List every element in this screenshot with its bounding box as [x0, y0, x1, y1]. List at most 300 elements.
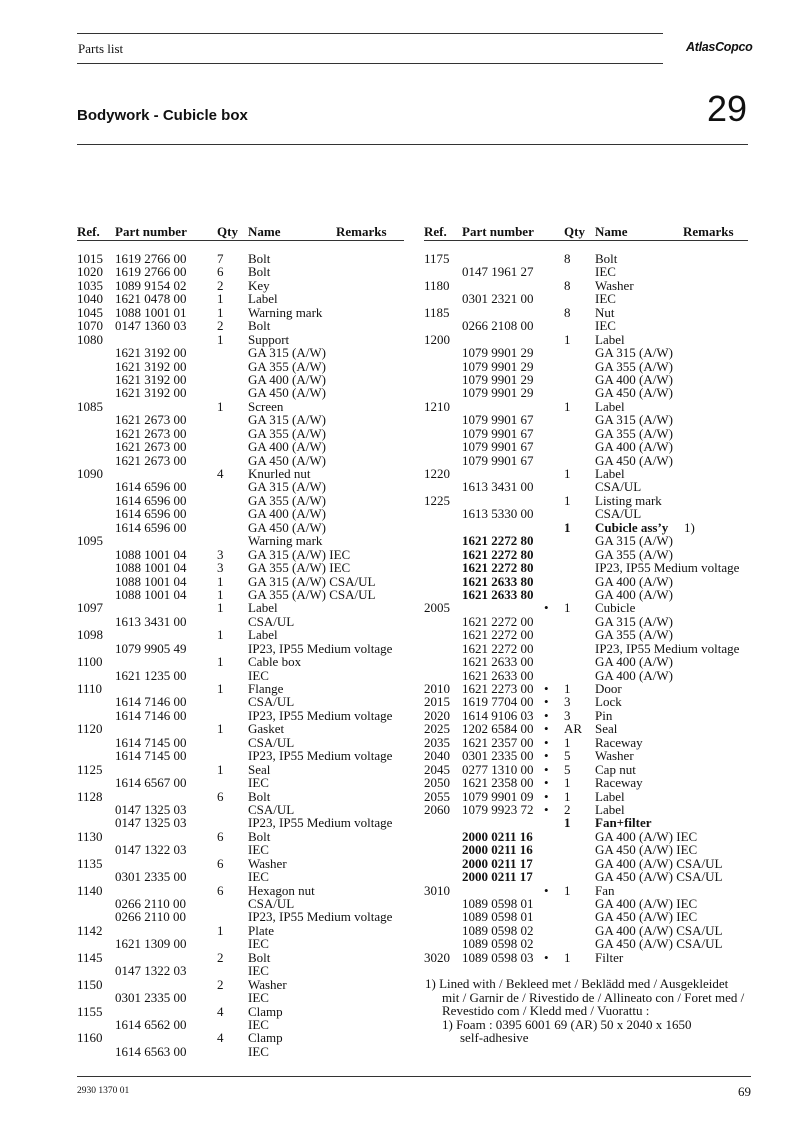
ref-cell: 1080	[77, 331, 103, 347]
name-cell: GA 355 (A/W)	[248, 425, 326, 441]
name-cell: Bolt	[248, 949, 271, 965]
part-number-cell: 1614 7146 00	[115, 694, 187, 710]
parts-row	[424, 615, 754, 628]
name-cell: Listing mark	[595, 492, 662, 508]
parts-row	[77, 1005, 407, 1018]
right-header-remarks: Remarks	[683, 224, 734, 239]
left-header-rule	[77, 240, 404, 241]
name-cell: CSA/UL	[595, 479, 642, 495]
ref-cell: 1120	[77, 721, 103, 737]
ref-cell: 1150	[77, 976, 103, 992]
name-cell: GA 400 (A/W)	[595, 371, 673, 387]
qty-cell: 1	[217, 627, 224, 643]
name-cell: Bolt	[248, 788, 271, 804]
ref-cell: 1185	[424, 304, 450, 320]
parts-row	[77, 695, 407, 708]
name-cell: IEC	[248, 667, 269, 683]
qty-cell: 1	[217, 573, 224, 589]
parts-row	[77, 373, 407, 386]
parts-row	[424, 642, 754, 655]
parts-row	[77, 561, 407, 574]
part-number-cell: 1614 7145 00	[115, 748, 187, 764]
part-number-cell: 1614 6596 00	[115, 492, 187, 508]
part-number-cell: 1621 2633 00	[462, 667, 534, 683]
name-cell: CSA/UL	[248, 734, 295, 750]
parts-row	[77, 521, 407, 534]
bullet-marker: •	[544, 721, 549, 737]
name-cell: Seal	[595, 721, 618, 737]
name-cell: Label	[595, 398, 625, 414]
part-number-cell: 1614 6562 00	[115, 1016, 187, 1032]
name-cell: GA 315 (A/W)	[595, 412, 673, 428]
parts-row	[77, 306, 407, 319]
top-rule	[77, 33, 663, 34]
part-number-cell: 0147 1322 03	[115, 963, 187, 979]
right-header-qty: Qty	[564, 224, 585, 239]
ref-cell: 1070	[77, 318, 103, 334]
parts-row	[424, 843, 754, 856]
bullet-marker: •	[544, 707, 549, 723]
name-cell: GA 400 (A/W)	[248, 371, 326, 387]
part-number-cell: 1613 5330 00	[462, 506, 534, 522]
parts-row	[77, 776, 407, 789]
name-cell: Flange	[248, 681, 284, 696]
name-cell: GA 450 (A/W) IEC	[595, 909, 698, 925]
part-number-cell: 1079 9901 29	[462, 385, 534, 401]
name-cell: Knurled nut	[248, 466, 311, 481]
qty-cell: 6	[217, 882, 224, 898]
parts-row	[77, 588, 407, 601]
name-cell: Support	[248, 331, 290, 347]
header-label: Parts list	[78, 41, 124, 56]
parts-row	[77, 1018, 407, 1031]
name-cell: IEC	[248, 936, 269, 952]
part-number-cell: 2000 0211 16	[462, 828, 533, 844]
name-cell: GA 400 (A/W)	[248, 439, 326, 455]
name-cell: Warning mark	[248, 304, 323, 320]
qty-cell: 4	[217, 1003, 224, 1019]
bullet-marker: •	[544, 761, 549, 777]
part-number-cell: 1614 7145 00	[115, 734, 187, 750]
name-cell: IEC	[248, 842, 269, 858]
name-cell: IEC	[248, 1043, 269, 1059]
part-number-cell: 0147 1961 27	[462, 264, 534, 280]
name-cell: IEC	[248, 990, 269, 1006]
qty-cell: 8	[564, 304, 571, 320]
part-number-cell: 0147 1360 03	[115, 318, 187, 334]
parts-row	[77, 494, 407, 507]
parts-row	[77, 951, 407, 964]
ref-cell: 1097	[77, 600, 103, 616]
qty-cell: 2	[217, 976, 224, 992]
name-cell: GA 450 (A/W)	[595, 452, 673, 468]
part-number-cell: 1079 9901 67	[462, 425, 534, 441]
ref-cell: 1180	[424, 277, 450, 293]
name-cell: Bolt	[248, 828, 271, 844]
bullet-marker: •	[544, 801, 549, 817]
qty-cell: 1	[564, 681, 571, 696]
parts-row	[77, 803, 407, 816]
qty-cell: 1	[217, 600, 224, 616]
qty-cell: 8	[564, 277, 571, 293]
parts-row	[424, 521, 754, 534]
ref-cell: 1220	[424, 466, 450, 481]
part-number-cell: 1621 2272 00	[462, 613, 534, 629]
name-cell: GA 315 (A/W)	[248, 479, 326, 495]
parts-row	[424, 507, 754, 520]
name-cell: IEC	[248, 963, 269, 979]
parts-row	[424, 682, 754, 695]
parts-row	[77, 427, 407, 440]
parts-row	[77, 736, 407, 749]
parts-row	[424, 601, 754, 614]
ref-cell: 2050	[424, 775, 450, 791]
qty-cell: 5	[564, 748, 571, 764]
qty-cell: 1	[217, 922, 224, 938]
part-number-cell: 1619 7704 00	[462, 694, 534, 710]
qty-cell: 2	[217, 318, 224, 334]
parts-row	[77, 790, 407, 803]
name-cell: Hexagon nut	[248, 882, 315, 898]
parts-row	[77, 722, 407, 735]
parts-row	[424, 628, 754, 641]
footnote-line: Revestido com / Kledd med / Vuorattu :	[442, 1003, 650, 1018]
ref-cell: 1210	[424, 398, 450, 414]
parts-row	[424, 588, 754, 601]
parts-row	[424, 669, 754, 682]
parts-row	[424, 346, 754, 359]
part-number-cell: 1613 3431 00	[115, 613, 187, 629]
qty-cell: 6	[217, 855, 224, 871]
parts-row	[424, 884, 754, 897]
parts-row	[77, 991, 407, 1004]
name-cell: Raceway	[595, 775, 643, 791]
part-number-cell: 1088 1001 04	[115, 573, 187, 589]
name-cell: CSA/UL	[248, 896, 295, 911]
parts-row	[77, 615, 407, 628]
left-header-qty: Qty	[217, 224, 238, 239]
qty-cell: 1	[217, 398, 224, 414]
name-cell: IP23, IP55 Medium voltage	[248, 640, 393, 656]
name-cell: Label	[248, 291, 278, 307]
parts-row	[424, 360, 754, 373]
part-number-cell: 1079 9901 29	[462, 345, 534, 361]
parts-row	[77, 252, 407, 265]
parts-row	[424, 265, 754, 278]
part-number-cell: 1613 3431 00	[462, 479, 534, 495]
right-header-rule	[424, 240, 748, 241]
part-number-cell: 1621 2673 00	[115, 439, 187, 455]
part-number-cell: 1621 2272 00	[462, 640, 534, 656]
parts-row	[77, 628, 407, 641]
name-cell: Label	[595, 788, 625, 804]
qty-cell: 5	[564, 761, 571, 777]
bullet-marker: •	[544, 775, 549, 791]
part-number-cell: 1079 9901 67	[462, 452, 534, 468]
name-cell: Bolt	[248, 251, 271, 266]
qty-cell: 1	[564, 775, 571, 791]
ref-cell: 1135	[77, 855, 103, 871]
parts-row	[424, 480, 754, 493]
part-number-cell: 0266 2110 00	[115, 909, 187, 925]
parts-row	[424, 951, 754, 964]
part-number-cell: 1089 0598 02	[462, 936, 534, 952]
footer-rule	[77, 1076, 751, 1077]
ref-cell: 1045	[77, 304, 103, 320]
parts-row	[424, 870, 754, 883]
footnote-line: 1) Lined with / Bekleed met / Beklädd med / Ausgekleidet	[425, 976, 729, 991]
qty-cell: 1	[564, 600, 571, 616]
name-cell: GA 355 (A/W)	[595, 358, 673, 374]
qty-cell: 1	[217, 586, 224, 602]
parts-row	[77, 1045, 407, 1058]
ref-cell: 1035	[77, 277, 103, 293]
part-number-cell: 1079 9901 29	[462, 358, 534, 374]
bullet-marker: •	[544, 882, 549, 898]
parts-row	[424, 776, 754, 789]
parts-row	[77, 601, 407, 614]
name-cell: GA 355 (A/W) IEC	[248, 560, 351, 576]
parts-row	[424, 386, 754, 399]
part-number-cell: 1621 2272 80	[462, 546, 534, 562]
name-cell: GA 450 (A/W)	[248, 385, 326, 401]
name-cell: Cubicle	[595, 600, 636, 616]
part-number-cell: 1621 2272 80	[462, 560, 534, 576]
part-number-cell: 1621 1235 00	[115, 667, 187, 683]
qty-cell: 1	[217, 721, 224, 737]
part-number-cell: 1089 0598 01	[462, 909, 534, 925]
parts-row	[77, 763, 407, 776]
name-cell: Clamp	[248, 1030, 283, 1046]
parts-row	[424, 333, 754, 346]
qty-cell: 3	[217, 560, 224, 576]
qty-cell: AR	[564, 721, 583, 737]
part-number-cell: 1614 6596 00	[115, 479, 187, 495]
part-number-cell: 1621 2633 80	[462, 586, 534, 602]
name-cell: GA 400 (A/W) IEC	[595, 828, 698, 844]
name-cell: IEC	[248, 775, 269, 791]
ref-cell: 1155	[77, 1003, 103, 1019]
parts-row	[424, 749, 754, 762]
parts-row	[77, 480, 407, 493]
name-cell: IP23, IP55 Medium voltage	[248, 909, 393, 925]
qty-cell: 1	[564, 492, 571, 508]
name-cell: Fan	[595, 882, 615, 898]
ref-cell: 1085	[77, 398, 103, 414]
name-cell: Filter	[595, 949, 624, 965]
ref-cell: 3020	[424, 949, 450, 965]
parts-row	[77, 870, 407, 883]
name-cell: GA 400 (A/W)	[595, 586, 673, 602]
name-cell: Clamp	[248, 1003, 283, 1019]
parts-row	[424, 292, 754, 305]
name-cell: Bolt	[248, 264, 271, 280]
bullet-marker: •	[544, 949, 549, 965]
qty-cell: 1	[564, 815, 571, 831]
parts-row	[424, 709, 754, 722]
name-cell: GA 450 (A/W)	[595, 385, 673, 401]
left-header-name: Name	[248, 224, 281, 239]
left-header-remarks: Remarks	[336, 224, 387, 239]
parts-row	[77, 884, 407, 897]
parts-row	[424, 722, 754, 735]
parts-row	[77, 346, 407, 359]
qty-cell: 1	[217, 654, 224, 670]
qty-cell: 8	[564, 251, 571, 266]
parts-row	[424, 413, 754, 426]
name-cell: GA 355 (A/W)	[595, 546, 673, 562]
bullet-marker: •	[544, 681, 549, 696]
name-cell: GA 315 (A/W)	[595, 613, 673, 629]
parts-row	[424, 400, 754, 413]
bullet-marker: •	[544, 694, 549, 710]
ref-cell: 1100	[77, 654, 103, 670]
parts-row	[424, 494, 754, 507]
part-number-cell: 0147 1322 03	[115, 842, 187, 858]
ref-cell: 1145	[77, 949, 103, 965]
name-cell: GA 400 (A/W)	[595, 654, 673, 670]
name-cell: Label	[595, 466, 625, 481]
parts-row	[424, 427, 754, 440]
name-cell: Screen	[248, 398, 284, 414]
part-number-cell: 1088 1001 04	[115, 560, 187, 576]
parts-row	[77, 964, 407, 977]
qty-cell: 1	[564, 734, 571, 750]
parts-row	[424, 548, 754, 561]
name-cell: Gasket	[248, 721, 285, 737]
name-cell: GA 355 (A/W)	[595, 627, 673, 643]
ref-cell: 1175	[424, 251, 450, 266]
parts-row	[77, 669, 407, 682]
ref-cell: 1090	[77, 466, 103, 481]
name-cell: GA 355 (A/W)	[248, 358, 326, 374]
parts-row	[424, 373, 754, 386]
parts-row	[424, 816, 754, 829]
name-cell: GA 450 (A/W) IEC	[595, 842, 698, 858]
name-cell: Washer	[248, 855, 287, 871]
name-cell: Cap nut	[595, 761, 636, 777]
right-header-part-number: Part number	[462, 224, 534, 239]
part-number-cell: 1079 9901 67	[462, 412, 534, 428]
ref-cell: 2055	[424, 788, 450, 804]
parts-row	[77, 440, 407, 453]
qty-cell: 1	[564, 519, 571, 535]
qty-cell: 1	[217, 331, 224, 347]
parts-row	[77, 816, 407, 829]
name-cell: GA 450 (A/W)	[248, 452, 326, 468]
name-cell: CSA/UL	[248, 613, 295, 629]
part-number-cell: 1614 6563 00	[115, 1043, 187, 1059]
part-number-cell: 1621 2272 00	[462, 627, 534, 643]
part-number-cell: 1089 0598 02	[462, 922, 534, 938]
parts-row	[77, 830, 407, 843]
parts-row	[424, 561, 754, 574]
qty-cell: 1	[217, 761, 224, 777]
part-number-cell: 1089 0598 01	[462, 896, 534, 911]
name-cell: Pin	[595, 707, 613, 723]
parts-row	[77, 843, 407, 856]
qty-cell: 1	[217, 291, 224, 307]
part-number-cell: 1621 2673 00	[115, 412, 187, 428]
name-cell: GA 315 (A/W)	[248, 345, 326, 361]
name-cell: IEC	[248, 869, 269, 885]
ref-cell: 1140	[77, 882, 103, 898]
part-number-cell: 0301 2335 00	[115, 990, 187, 1006]
qty-cell: 6	[217, 264, 224, 280]
parts-row	[424, 763, 754, 776]
part-number-cell: 1619 2766 00	[115, 264, 187, 280]
part-number-cell: 1621 3192 00	[115, 345, 187, 361]
name-cell: GA 355 (A/W) CSA/UL	[248, 586, 376, 602]
part-number-cell: 1079 9901 67	[462, 439, 534, 455]
parts-row	[77, 507, 407, 520]
part-number-cell: 1088 1001 04	[115, 586, 187, 602]
footnote-line: 1) Foam : 0395 6001 69 (AR) 50 x 2040 x 1650	[442, 1016, 692, 1032]
part-number-cell: 2000 0211 16	[462, 842, 533, 858]
part-number-cell: 2000 0211 17	[462, 855, 533, 871]
name-cell: CSA/UL	[248, 801, 295, 817]
parts-row	[424, 910, 754, 923]
ref-cell: 2035	[424, 734, 450, 750]
name-cell: Fan+filter	[595, 815, 652, 831]
part-number-cell: 1621 1309 00	[115, 936, 187, 952]
qty-cell: 1	[564, 788, 571, 804]
part-number-cell: 1621 2633 80	[462, 573, 534, 589]
name-cell: IEC	[595, 264, 616, 280]
remark-cell: 1)	[684, 519, 695, 535]
name-cell: Cubicle ass’y	[595, 519, 669, 535]
part-number-cell: 1621 0478 00	[115, 291, 187, 307]
qty-cell: 3	[564, 707, 571, 723]
footnote-line: mit / Garnir de / Rivestido de / Allineato con / Foret med /	[442, 989, 745, 1005]
part-number-cell: 1614 7146 00	[115, 707, 187, 723]
ref-cell: 2025	[424, 721, 450, 737]
part-number-cell: 1621 2357 00	[462, 734, 534, 750]
footnote	[425, 977, 765, 1045]
qty-cell: 7	[217, 251, 224, 266]
name-cell: GA 315 (A/W)	[595, 533, 673, 549]
ref-cell: 1200	[424, 331, 450, 347]
bullet-marker: •	[544, 734, 549, 750]
parts-row	[424, 937, 754, 950]
part-number-cell: 1088 1001 01	[115, 304, 187, 320]
parts-row	[77, 910, 407, 923]
parts-row	[424, 534, 754, 547]
right-header-ref: Ref.	[424, 224, 447, 239]
ref-cell: 2020	[424, 707, 450, 723]
name-cell: GA 355 (A/W)	[595, 425, 673, 441]
name-cell: Cable box	[248, 654, 302, 670]
name-cell: GA 315 (A/W)	[248, 412, 326, 428]
part-number-cell: 1614 6567 00	[115, 775, 187, 791]
name-cell: IEC	[595, 291, 616, 307]
name-cell: GA 400 (A/W) CSA/UL	[595, 855, 723, 871]
part-number-cell: 1621 2358 00	[462, 775, 534, 791]
name-cell: Seal	[248, 761, 271, 777]
name-cell: GA 400 (A/W)	[595, 667, 673, 683]
doc-number: 2930 1370 01	[77, 1086, 130, 1096]
name-cell: GA 315 (A/W)	[595, 345, 673, 361]
name-cell: Bolt	[248, 318, 271, 334]
bullet-marker: •	[544, 788, 549, 804]
brand-logo: AtlasCopco	[686, 40, 753, 54]
name-cell: Plate	[248, 922, 274, 938]
parts-row	[424, 803, 754, 816]
ref-cell: 1125	[77, 761, 103, 777]
name-cell: IP23, IP55 Medium voltage	[595, 560, 740, 576]
left-header-part-number: Part number	[115, 224, 187, 239]
part-number-cell: 1621 3192 00	[115, 371, 187, 387]
